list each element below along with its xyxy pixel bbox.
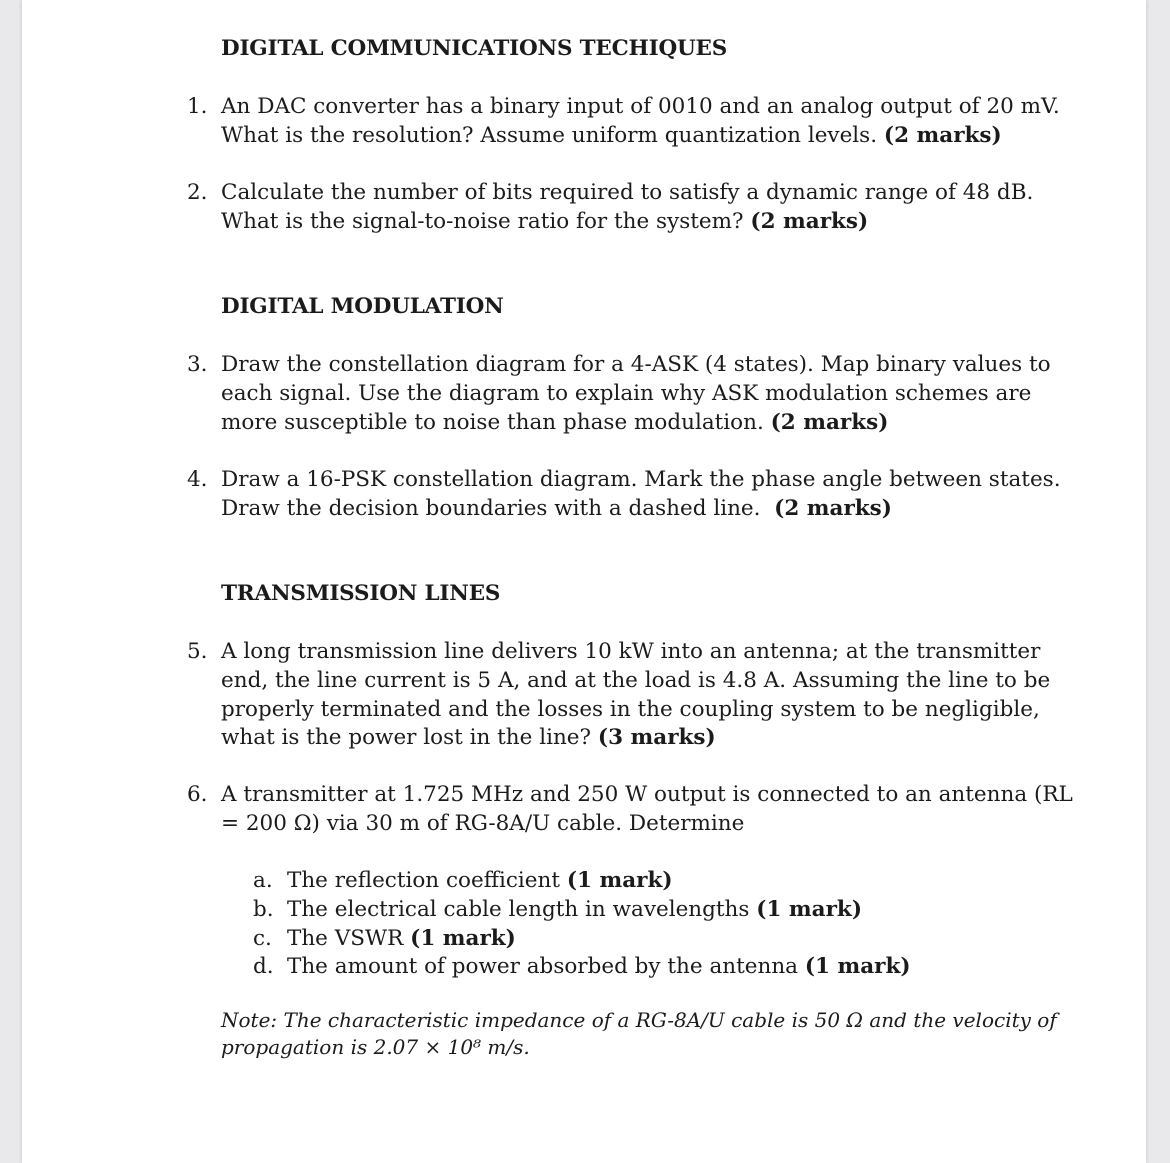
- document-page: [22, 0, 1146, 1163]
- question-line: Draw a 16-PSK constellation diagram. Mark the phase angle between states.: [221, 467, 1061, 492]
- note-line: Note: The characteristic impedance of a RG-8A/U cable is 50 Ω and the velocity of: [221, 1008, 1057, 1032]
- marks-label: (1 mark): [804, 954, 911, 980]
- note: [221, 1007, 1057, 1061]
- marks-label: (2 marks): [774, 495, 892, 521]
- subpart-text: The amount of power absorbed by the antenna: [287, 954, 798, 980]
- note-line: propagation is 2.07 × 10⁸ m/s.: [221, 1035, 530, 1059]
- question-line: A long transmission line delivers 10 kW into an antenna; at the transmitter: [221, 639, 1041, 664]
- question-number: 4.: [187, 467, 208, 492]
- subpart-label: c.: [253, 925, 272, 951]
- question-number: 5.: [187, 639, 208, 664]
- marks-label: (2 marks): [770, 409, 889, 435]
- marks-label: (1 mark): [566, 868, 673, 893]
- question-line: Draw the constellation diagram for a 4-ASK (4 states). Map binary values to: [221, 352, 1051, 377]
- marks-label: (2 marks): [883, 122, 1002, 148]
- section-title-digital-modulation: DIGITAL MODULATION: [221, 294, 504, 319]
- question-number: 3.: [187, 352, 208, 377]
- question-line: An DAC converter has a binary input of 0010 and an analog output of 20 mV.: [221, 94, 1060, 119]
- question-number: 6.: [187, 782, 208, 807]
- question-line: A transmitter at 1.725 MHz and 250 W output is connected to an antenna (RL: [221, 782, 1073, 807]
- marks-label: (3 marks): [597, 725, 716, 751]
- question-line: What is the signal-to-noise ratio for the system?: [221, 208, 744, 234]
- question-number: 2.: [187, 180, 208, 205]
- marks-label: (1 mark): [756, 896, 862, 922]
- marks-label: (1 mark): [410, 925, 516, 951]
- question-line: Draw the decision boundaries with a dashed line.: [221, 495, 761, 521]
- question-line: = 200 Ω) via 30 m of RG-8A/U cable. Determine: [221, 810, 745, 836]
- section-title-transmission-lines: TRANSMISSION LINES: [221, 581, 501, 606]
- question-line: each signal. Use the diagram to explain why ASK modulation schemes are: [221, 380, 1032, 406]
- subpart-label: b.: [253, 896, 274, 922]
- question-line: more susceptible to noise than phase modulation.: [221, 409, 764, 435]
- question-line: What is the resolution? Assume uniform quantization levels.: [221, 122, 878, 148]
- question-number: 1.: [187, 94, 208, 119]
- marks-label: (2 marks): [750, 208, 869, 234]
- subpart-text: The VSWR: [287, 925, 404, 951]
- question-line: properly terminated and the losses in the coupling system to be negligible,: [221, 696, 1040, 722]
- subpart-text: The reflection coefficient: [287, 868, 560, 893]
- question-line: what is the power lost in the line?: [221, 725, 592, 751]
- subpart-label: a.: [253, 868, 273, 893]
- section-title-digital-communications: DIGITAL COMMUNICATIONS TECHIQUES: [221, 36, 728, 61]
- question-line: Calculate the number of bits required to satisfy a dynamic range of 48 dB.: [221, 180, 1034, 205]
- question-line: end, the line current is 5 A, and at the load is 4.8 A. Assuming the line to be: [221, 667, 1051, 693]
- subpart-text: The electrical cable length in wavelengths: [287, 896, 750, 922]
- subpart-label: d.: [253, 954, 274, 980]
